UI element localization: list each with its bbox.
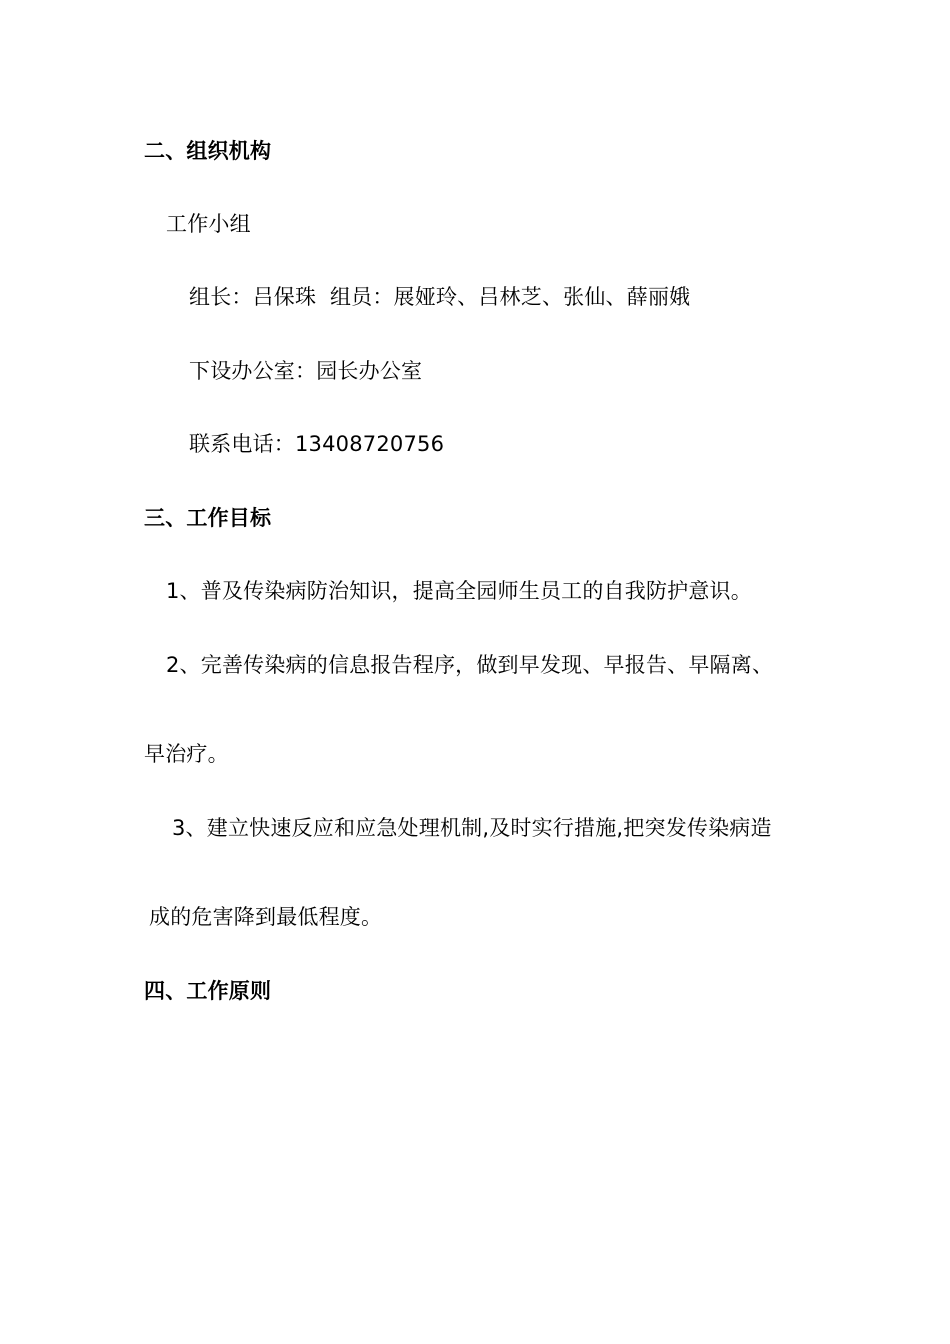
goal-item-2-line-1: 2、完善传染病的信息报告程序，做到早发现、早报告、早隔离、 [166, 653, 774, 677]
section-heading-goals: 三、工作目标 [144, 506, 272, 530]
section-heading-organization: 二、组织机构 [144, 139, 272, 163]
goal-item-3-line-2: 成的危害降到最低程度。 [149, 905, 383, 929]
group-members-line: 组长：吕保珠 组员：展娅玲、吕林芝、张仙、薛丽娥 [189, 285, 691, 309]
goal-item-1: 1、普及传染病防治知识，提高全园师生员工的自我防护意识。 [166, 579, 752, 603]
section-heading-principles: 四、工作原则 [144, 979, 272, 1003]
office-line: 下设办公室：园长办公室 [189, 359, 423, 383]
goal-item-2-line-2: 早治疗。 [144, 742, 229, 766]
phone-line: 联系电话：13408720756 [189, 432, 445, 456]
goal-item-3-line-1: 3、建立快速反应和应急处理机制,及时实行措施,把突发传染病造 [172, 816, 772, 840]
work-group-title: 工作小组 [166, 212, 251, 236]
